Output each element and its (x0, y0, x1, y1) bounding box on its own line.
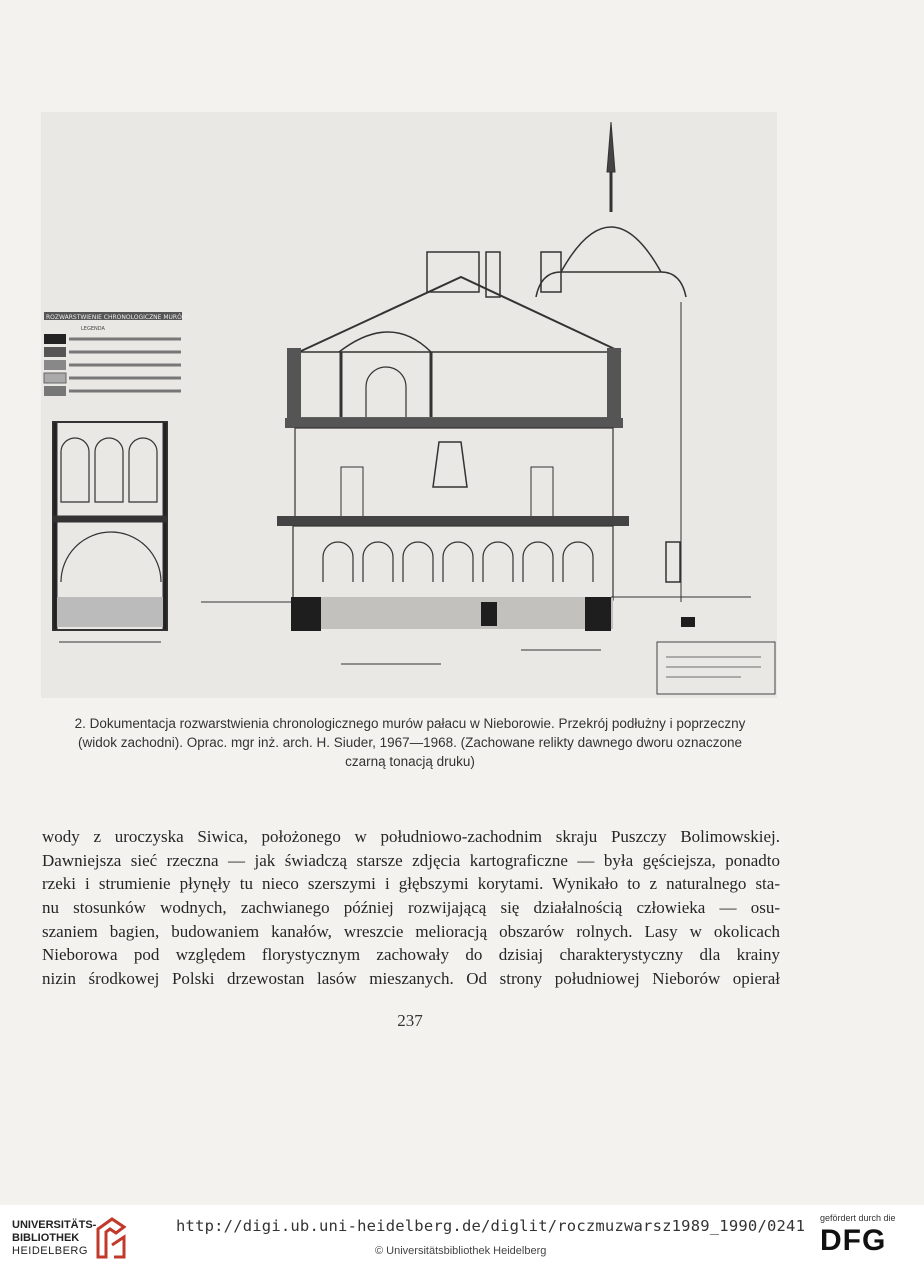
body-line: nu stosunków wodnych, zachwianego później rozwijającą się działalnością człowieka — osu- (42, 898, 780, 918)
architectural-drawing-figure (41, 112, 777, 698)
dfg-logo-icon: DFG (820, 1224, 887, 1257)
library-name-line: UNIVERSITÄTS- (12, 1219, 97, 1231)
body-line: Dawniejsza sieć rzeczna — jak świadczą starsze zdjęcia kartograficzne — była gęściejsza, ponadto (42, 850, 780, 870)
body-line: nizin środkowej Polski drzewostan lasów mieszanych. Od strony południowej Nieborów opierał (42, 969, 780, 989)
funding-label: gefördert durch die (820, 1213, 896, 1223)
permalink-url[interactable]: http://digi.ub.uni-heidelberg.de/diglit/roczmuzwarsz1989_1990/0241 (176, 1217, 806, 1235)
body-line: szaniem bagien, budowaniem kanałów, wreszcie melioracją obszarów rolnych. Lasy w okolicach (42, 921, 780, 941)
library-name-line: HEIDELBERG (12, 1245, 88, 1257)
library-logo-icon[interactable] (94, 1215, 128, 1261)
page-number: 237 (397, 1011, 423, 1030)
footer-bar (0, 1205, 924, 1269)
library-name-line: BIBLIOTHEK (12, 1232, 80, 1244)
body-line: Nieborowa pod względem florystycznym zachowały do dzisiaj charakterystyczny dla krainy (42, 945, 780, 965)
legend-title: ROZWARSTWIENIE CHRONOLOGICZNE MURÓW (46, 314, 188, 321)
body-line: wody z uroczyska Siwica, położonego w południowo-zachodnim skraju Puszczy Bolimowskiej. (42, 827, 780, 846)
library-logo-text[interactable] (12, 1219, 96, 1258)
dfg-funding-logo[interactable] (820, 1213, 916, 1258)
copyright-notice: © Universitätsbibliothek Heidelberg (375, 1245, 547, 1257)
figure-caption (40, 714, 780, 771)
body-paragraph (42, 825, 780, 991)
caption-line: czarną tonacją druku) (345, 754, 475, 769)
caption-line: 2. Dokumentacja rozwarstwienia chronologicznego murów pałacu w Nieborowie. Przekrój podłużny i poprzeczny (74, 716, 746, 731)
body-line: rzeki i strumienie płynęły tu nieco szerszymi i głębszymi korytami. Wynikało to z naturalnego sta- (42, 874, 780, 894)
palace-section-drawing (41, 112, 777, 698)
caption-line: (widok zachodni). Oprac. mgr inż. arch. H. Siuder, 1967—1968. (Zachowane relikty dawnego dworu oznaczone (77, 735, 743, 750)
legend-subtitle: LEGENDA (81, 326, 105, 332)
